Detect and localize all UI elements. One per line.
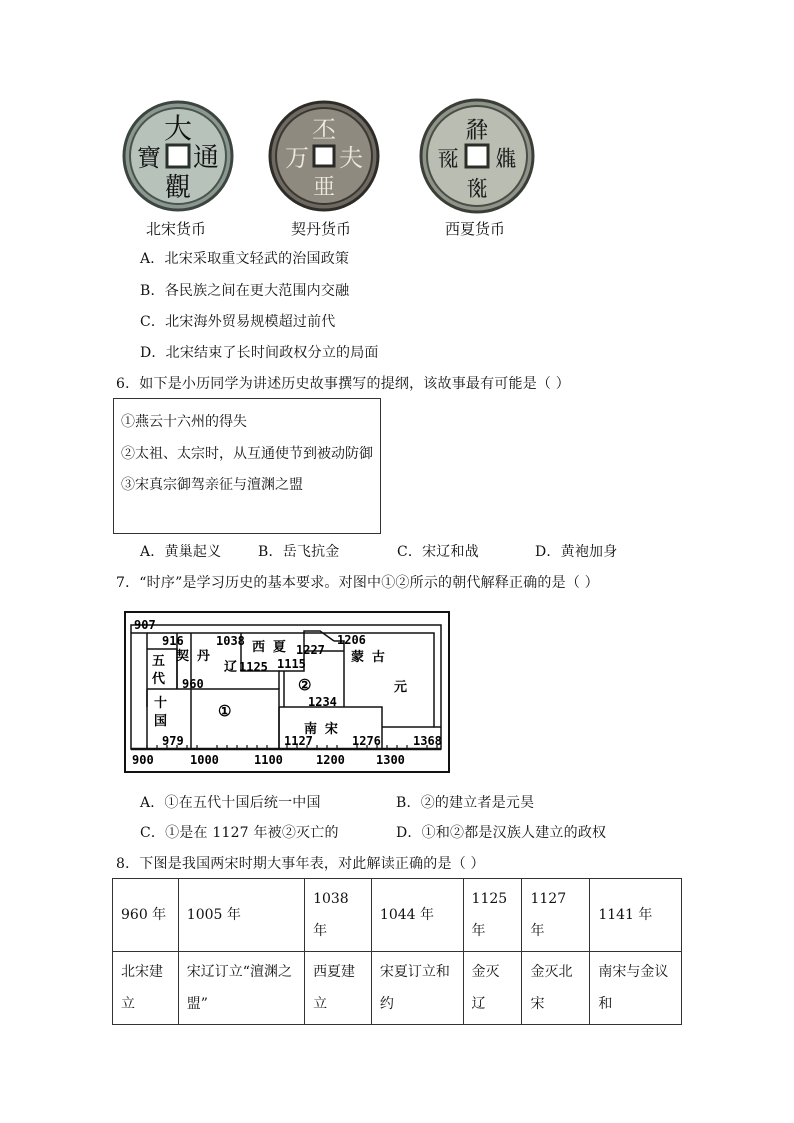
q7-option-b[interactable]: B．②的建立者是元昊 xyxy=(396,795,535,811)
table-cell-year: 960 年 xyxy=(113,879,179,952)
svg-text:契 丹: 契 丹 xyxy=(176,649,210,664)
outline-item: ③宋真宗御驾亲征与澶渊之盟 xyxy=(121,477,303,493)
svg-text:916: 916 xyxy=(162,634,184,648)
chart-label: 907 xyxy=(134,618,156,632)
svg-text:960: 960 xyxy=(182,677,204,691)
q5-option-d[interactable]: D．北宋结束了长时间政权分立的局面 xyxy=(140,345,379,361)
svg-text:1125: 1125 xyxy=(239,660,268,674)
svg-text:夫: 夫 xyxy=(339,144,363,172)
svg-text:𗴂: 𗴂 xyxy=(465,116,489,144)
svg-text:辽: 辽 xyxy=(224,660,238,675)
svg-text:1368: 1368 xyxy=(413,734,442,748)
outline-item: ②太祖、太宗时，从互通使节到被动防御 xyxy=(121,446,373,462)
svg-text:1115: 1115 xyxy=(277,657,306,671)
svg-text:1227: 1227 xyxy=(296,643,325,657)
axis-tick-label: 1000 xyxy=(190,753,219,767)
table-cell-event: 金灭辽 xyxy=(463,952,522,1025)
coin-northern-song xyxy=(122,100,234,212)
coin-char: 大 xyxy=(163,112,193,145)
table-cell-year: 1038 年 xyxy=(305,879,372,952)
svg-text:979: 979 xyxy=(162,734,184,748)
q6-option-a[interactable]: A．黄巢起义 xyxy=(140,544,222,560)
svg-text:十: 十 xyxy=(154,696,168,711)
svg-text:通: 通 xyxy=(192,143,220,173)
svg-text:亜: 亜 xyxy=(312,175,336,200)
svg-text:丕: 丕 xyxy=(312,116,336,144)
svg-text:南 宋: 南 宋 xyxy=(304,722,338,737)
svg-text:1127: 1127 xyxy=(284,734,313,748)
q6-option-c[interactable]: C．宋辽和战 xyxy=(397,544,479,560)
coin-khitan xyxy=(268,100,380,212)
svg-text:𗍊: 𗍊 xyxy=(465,177,489,202)
table-cell-year: 1125 年 xyxy=(463,879,522,952)
svg-text:1234: 1234 xyxy=(308,695,337,709)
q6-outline-box xyxy=(113,398,381,534)
q7-option-a[interactable]: A．①在五代十国后统一中国 xyxy=(140,795,321,811)
table-cell-event: 金灭北 宋 xyxy=(522,952,590,1025)
table-cell-year: 1005 年 xyxy=(178,879,304,952)
coin-label: 契丹货币 xyxy=(291,220,352,238)
svg-text:1276: 1276 xyxy=(352,734,381,748)
svg-text:国: 国 xyxy=(154,714,168,729)
table-cell-event: 宋辽订立“澶渊之 盟” xyxy=(178,952,304,1025)
table-cell-event: 北宋建 立 xyxy=(113,952,179,1025)
q5-option-a[interactable]: A．北宋采取重文轻武的治国政策 xyxy=(140,251,350,267)
table-cell-event: 宋夏订立和 约 xyxy=(371,952,463,1025)
q7-option-d[interactable]: D．①和②都是汉族人建立的政权 xyxy=(396,825,607,841)
q8-stem: 8．下图是我国两宋时期大事年表，对此解读正确的是（ ） xyxy=(116,856,485,872)
table-cell-year: 1044 年 xyxy=(371,879,463,952)
coin-western-xia xyxy=(418,98,536,214)
svg-text:1206: 1206 xyxy=(337,633,366,647)
table-cell-event: 南宋与金议 和 xyxy=(590,952,682,1025)
svg-text:五: 五 xyxy=(152,654,166,669)
table-cell-year: 1127 年 xyxy=(522,879,590,952)
svg-text:元: 元 xyxy=(394,680,408,695)
svg-text:1038: 1038 xyxy=(216,634,245,648)
svg-text:𗏴: 𗏴 xyxy=(494,147,518,172)
events-table xyxy=(112,878,682,1025)
svg-text:𗀔: 𗀔 xyxy=(436,147,460,172)
axis-tick-label: 1300 xyxy=(376,753,405,767)
coin-label: 西夏货币 xyxy=(445,220,506,238)
svg-text:蒙 古: 蒙 古 xyxy=(351,650,385,665)
region-1-marker: ① xyxy=(218,702,232,720)
q7-stem: 7．“时序”是学习历史的基本要求。对图中①②所示的朝代解释正确的是（ ） xyxy=(116,575,599,591)
q6-stem: 6．如下是小历同学为讲述历史故事撰写的提纲，该故事最有可能是（ ） xyxy=(116,376,570,392)
svg-text:西 夏: 西 夏 xyxy=(252,640,286,655)
axis-tick-label: 900 xyxy=(132,753,154,767)
axis-tick-label: 1100 xyxy=(254,753,283,767)
svg-text:代: 代 xyxy=(152,672,166,687)
coin-label: 北宋货币 xyxy=(146,220,207,238)
region-2-marker: ② xyxy=(298,676,312,694)
axis-tick-label: 1200 xyxy=(316,753,345,767)
q5-option-c[interactable]: C．北宋海外贸易规模超过前代 xyxy=(140,314,336,330)
q6-option-d[interactable]: D．黄袍加身 xyxy=(535,544,618,560)
svg-text:觀: 觀 xyxy=(164,173,192,203)
svg-text:寶: 寶 xyxy=(137,144,161,172)
q7-option-c[interactable]: C．①是在 1127 年被②灭亡的 xyxy=(140,825,339,841)
table-cell-event: 西夏建 立 xyxy=(305,952,372,1025)
dynasty-timeline-chart xyxy=(124,611,450,777)
outline-item: ①燕云十六州的得失 xyxy=(121,414,247,430)
svg-text:万: 万 xyxy=(285,144,309,172)
q6-option-b[interactable]: B．岳飞抗金 xyxy=(258,544,340,560)
q5-option-b[interactable]: B．各民族之间在更大范围内交融 xyxy=(140,283,350,299)
table-cell-year: 1141 年 xyxy=(590,879,682,952)
